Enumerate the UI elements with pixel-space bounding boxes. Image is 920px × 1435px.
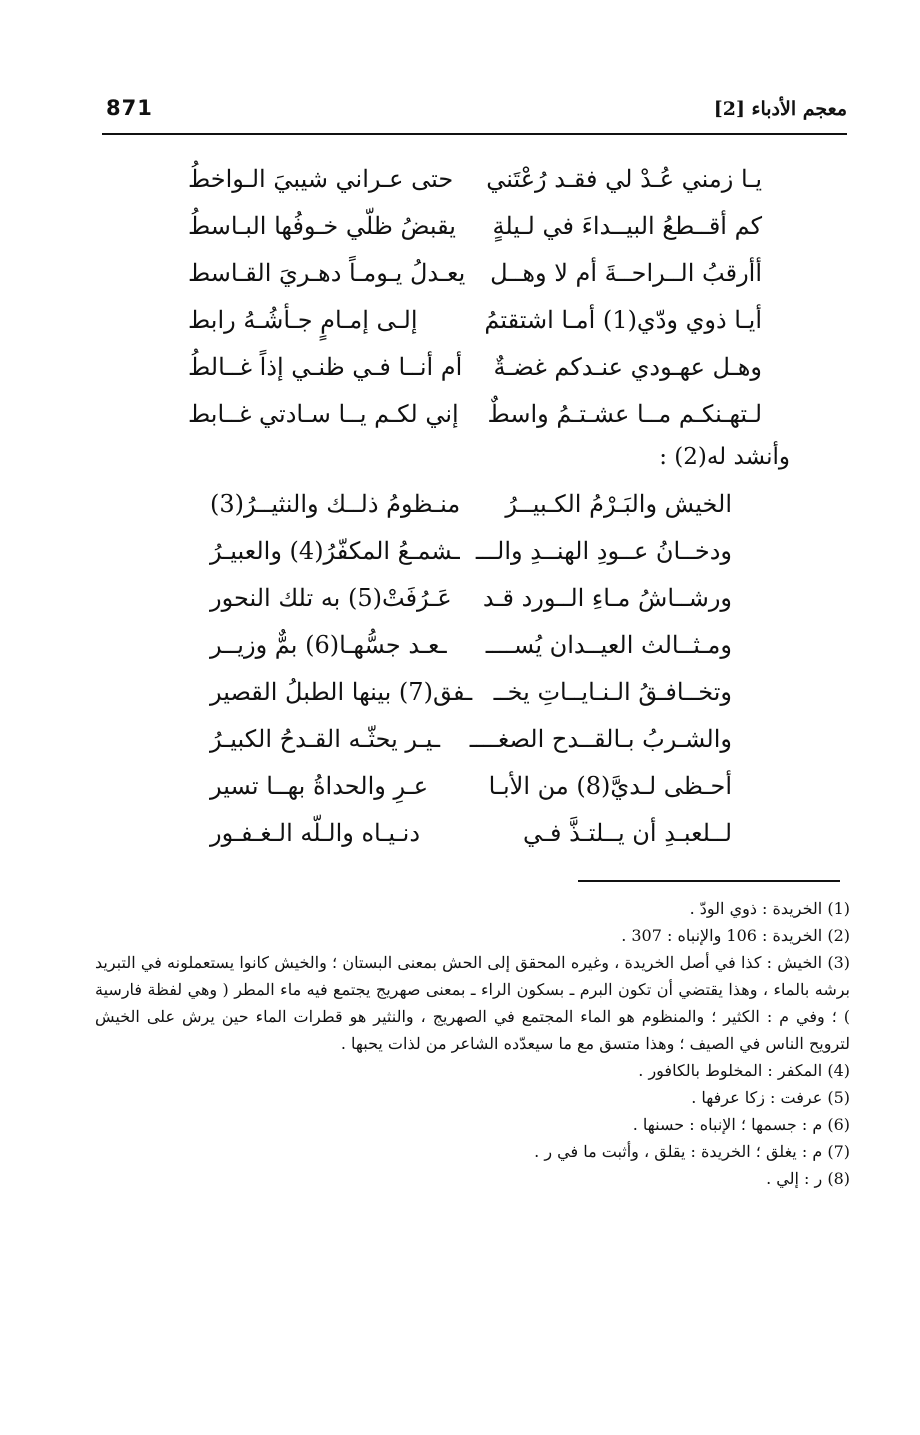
header-rule xyxy=(102,133,847,135)
hemistich-second: ـفق(7) بينها الطبلُ القصير xyxy=(210,678,473,706)
verse xyxy=(150,819,800,866)
hemistich-second: حتى عـراني شيبيَ الـواخطُ xyxy=(188,165,454,193)
recitation-intro: وأنشد له(2) : xyxy=(659,444,790,470)
verse xyxy=(150,537,800,584)
hemistich-second: ـيـر يحثّـه القـدحُ الكبيـرُ xyxy=(210,725,440,753)
hemistich-second: إني لكـم يــا سـادتي غــابط xyxy=(188,400,459,428)
verse xyxy=(150,212,800,259)
hemistich-first: ودخــانُ عــودِ الهنــدِ والـــ xyxy=(475,537,732,565)
hemistich-second: ـعـد جسُّهـا(6) بمٌّ وزيــر xyxy=(210,631,447,659)
hemistich-second: إلـى إمـامٍ جـأشُـهُ رابط xyxy=(188,306,418,334)
footnote: (7) م : يغلق ؛ الخريدة : يقلق ، وأثبت ما في ر . xyxy=(534,1142,850,1161)
hemistich-first: الخيش والبَـرْمُ الكـبيــرُ xyxy=(505,490,732,518)
verse xyxy=(150,631,800,678)
footnote: (1) الخريدة : ذوي الودّ . xyxy=(689,899,850,918)
hemistich-first: والشـربُ بـالقــدح الصغــــ xyxy=(469,725,732,753)
hemistich-second: عَـرُفَتْ(5) به تلك النحور xyxy=(210,584,452,612)
verse xyxy=(150,306,800,353)
verse xyxy=(150,678,800,725)
verse xyxy=(150,259,800,306)
hemistich-second: أم أنــا فـي ظنـي إذاً غــالطُ xyxy=(188,353,463,381)
hemistich-first: أحـظى لـديَّ(8) من الأبـا xyxy=(488,772,732,800)
hemistich-second: يعـدلُ يـومـاً دهـريَ القـاسط xyxy=(188,259,466,287)
verse xyxy=(150,490,800,537)
hemistich-first: يـا زمني عُـدْ لي فقـد رُعْتَني xyxy=(486,165,762,193)
hemistich-first: لـتهـنكـم مــا عشـتـمُ واسطٌ xyxy=(487,400,762,428)
hemistich-first: ومـثــالث العيــدان يُســــ xyxy=(485,631,732,659)
footnote: (3) الخيش : كذا في أصل الخريدة ، وغيره المحقق إلى الحش بمعنى البستان ؛ والخيش كانوا يستعملونه في التبريد برشه بالماء ، وهذا يقتضي أن تكون البرم ـ بسكون الراء ـ بمعنى صهريج يجتمع فيه ماء المطر ( وهي لفظة فارسية ) ؛ وفي م : الكثير ؛ والمنظوم هو الماء المجتمع في الصهريج ، والنثير هو قطرات الماء حين يرش على الخيش لترويح الناس في الصيف ؛ وهذا متسق مع ما سيعدّده الشاعر من لذات يحبها . xyxy=(95,953,850,1053)
hemistich-first: ورشــاشُ مـاءِ الــورد قـد xyxy=(482,584,732,612)
verse xyxy=(150,725,800,772)
hemistich-first: أيـا ذوي ودّي(1) أمـا اشتقتمُ xyxy=(484,306,762,334)
verse xyxy=(150,772,800,819)
verse xyxy=(150,400,800,447)
hemistich-first: لــلعبـدِ أن يــلتـذَّ فـي xyxy=(522,819,732,847)
hemistich-second: منـظومُ ذلــك والنثيــرُ(3) xyxy=(210,490,461,518)
footnote: (6) م : جسمها ؛ الإنباه : حسنها . xyxy=(632,1115,850,1134)
hemistich-first: وهـل عهـودي عنـدكم غضـةٌ xyxy=(493,353,762,381)
footnote: (4) المكفر : المخلوط بالكافور . xyxy=(638,1061,850,1080)
footnote-rule xyxy=(578,880,840,882)
hemistich-second: عـرِ والحداةُ بهــا تسير xyxy=(210,772,429,800)
poem-second xyxy=(150,490,800,866)
hemistich-second: دنـيـاه والـلّه الـغـفـور xyxy=(210,819,421,847)
hemistich-first: كم أقــطعُ البيــداءَ في لـيلةٍ xyxy=(492,212,762,240)
hemistich-second: يقبضُ ظلّي خـوفُها البـاسطُ xyxy=(188,212,456,240)
hemistich-first: وتخــافـقُ الـنـايــاتِ يخــ xyxy=(493,678,732,706)
page-number: 871 xyxy=(106,96,153,120)
page-header xyxy=(100,96,855,136)
verse xyxy=(150,165,800,212)
running-title: معجم الأدباء [2] xyxy=(713,98,847,120)
footnote: (5) عرفت : زكا عرفها . xyxy=(691,1088,850,1107)
footnotes xyxy=(95,895,850,1192)
verse xyxy=(150,353,800,400)
verse xyxy=(150,584,800,631)
footnote: (2) الخريدة : 106 والإنباه : 307 . xyxy=(621,926,850,945)
footnote: (8) ر : إلي . xyxy=(766,1169,850,1188)
hemistich-second: ـشمـعُ المكفّرُ(4) والعبيـرُ xyxy=(210,537,460,565)
hemistich-first: أأرقبُ الــراحــةَ أم لا وهــل xyxy=(490,259,762,287)
poem-first xyxy=(150,165,800,447)
